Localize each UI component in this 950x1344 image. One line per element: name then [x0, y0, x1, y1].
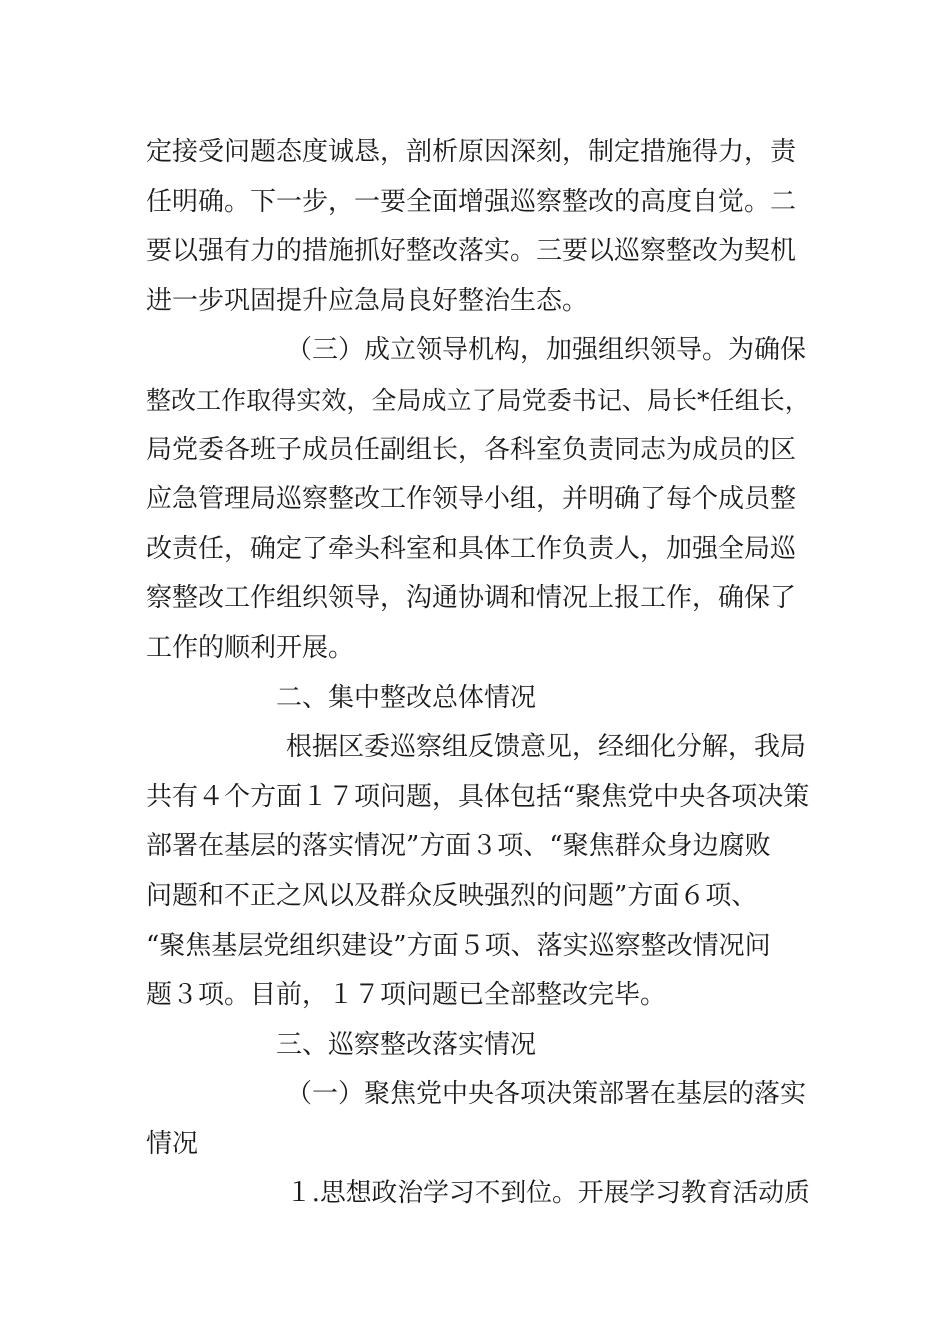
text-line-22: １.思想政治学习不到位。开展学习教育活动质 — [286, 1178, 810, 1209]
text-line-4: 进一步巩固提升应急局良好整治生态。 — [146, 285, 589, 316]
text-line-2: 任明确。下一步，一要全面增强巡察整改的高度自觉。二 — [146, 186, 797, 217]
paragraph-heading-3: （三）成立领导机构，加强组织领导。为确保 — [286, 335, 807, 366]
document-body — [146, 128, 810, 1219]
text-line-16: 问题和不正之风以及群众反映强烈的问题”方面６项、 — [146, 880, 758, 911]
text-line-1: 定接受问题态度诚恳，剖析原因深刻，制定措施得力，责 — [146, 137, 797, 167]
text-line-8: 应急管理局巡察整改工作领导小组，并明确了每个成员整 — [146, 484, 797, 515]
text-line-18: 题３项。目前，１７项问题已全部整改完毕。 — [146, 980, 667, 1011]
text-line-3: 要以强有力的措施抓好整改落实。三要以巡察整改为契机 — [146, 236, 797, 267]
text-line-13: 根据区委巡察组反馈意见，经细化分解，我局 — [286, 732, 807, 763]
text-line-10: 察整改工作组织领导，沟通协调和情况上报工作，确保了 — [146, 583, 797, 614]
text-line-9: 改责任，确定了牵头科室和具体工作负责人，加强全局巡 — [146, 533, 797, 564]
section-heading-3: 三、巡察整改落实情况 — [276, 1029, 537, 1060]
section-heading-2: 二、集中整改总体情况 — [276, 682, 537, 713]
text-line-14: 共有４个方面１７项问题，具体包括“聚焦党中央各项决策 — [146, 781, 810, 812]
text-line-21: 情况 — [146, 1128, 199, 1159]
subsection-heading-1: （一）聚焦党中央各项决策部署在基层的落实 — [286, 1079, 807, 1110]
text-line-11: 工作的顺利开展。 — [146, 632, 355, 663]
text-line-7: 局党委各班子成员任副组长，各科室负责同志为成员的区 — [146, 434, 797, 465]
text-line-6: 整改工作取得实效，全局成立了局党委书记、局长*任组长， — [146, 385, 810, 415]
text-line-15: 部署在基层的落实情况”方面３项、“聚焦群众身边腐败 — [146, 831, 771, 862]
text-line-17: “聚焦基层党组织建设”方面５项、落实巡察整改情况问 — [146, 930, 771, 961]
